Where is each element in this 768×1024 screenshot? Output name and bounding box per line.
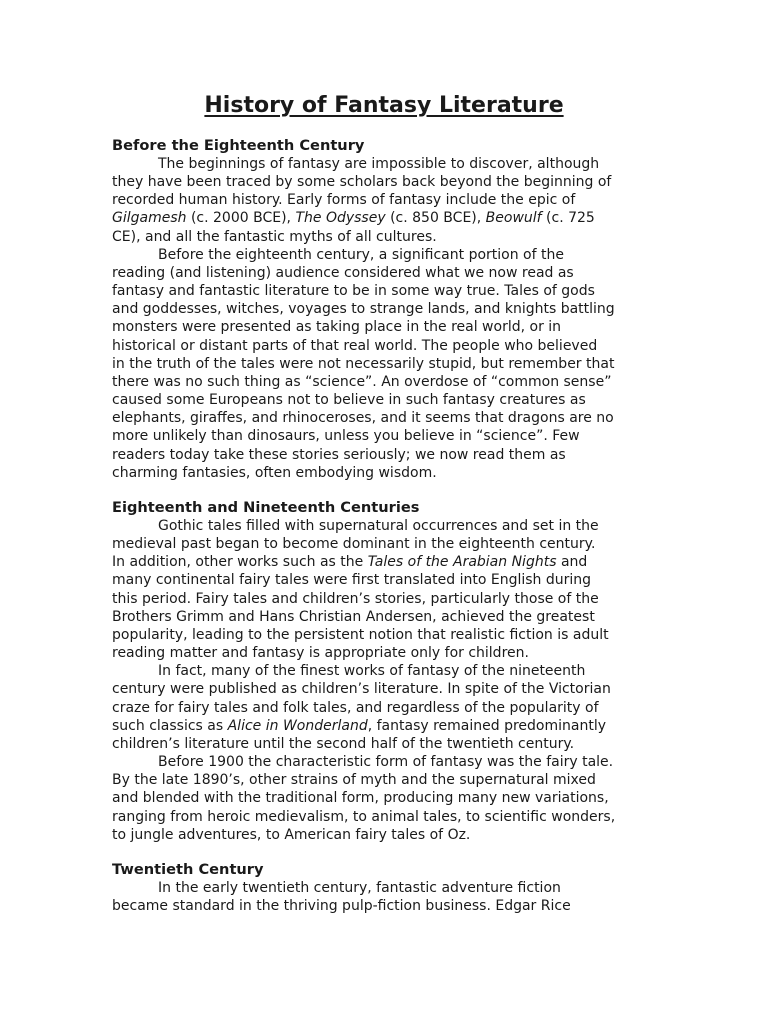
text-line: there was no such thing as “science”. An overdose of “common sense” <box>112 373 612 390</box>
paragraph <box>112 879 660 915</box>
paragraph <box>112 662 660 753</box>
section-eighteenth-nineteenth-centuries <box>112 499 660 844</box>
text-line: more unlikely than dinosaurs, unless you believe in “science”. Few <box>112 428 580 445</box>
italic-title: Alice in Wonderland <box>227 717 368 734</box>
text-line: in the truth of the tales were not necessarily stupid, but remember that <box>112 355 615 372</box>
text-line: fantasy and fantastic literature to be in some way true. Tales of gods <box>112 283 595 300</box>
text-run: (c. 2000 BCE), <box>186 210 296 227</box>
section-before-eighteenth-century <box>112 137 660 482</box>
text-line: readers today take these stories seriously; we now read them as <box>112 446 566 463</box>
text-line-mixed <box>112 717 660 735</box>
text-line: Brothers Grimm and Hans Christian Andersen, achieved the greatest <box>112 608 595 625</box>
text-run: (c. 850 BCE), <box>385 210 486 227</box>
document-title: History of Fantasy Literature <box>204 93 564 118</box>
text-line: Gothic tales filled with supernatural occurrences and set in the <box>158 518 599 534</box>
text-line: charming fantasies, often embodying wisdom. <box>112 464 437 481</box>
text-line: many continental fairy tales were first translated into English during <box>112 572 592 589</box>
italic-title: Beowulf <box>485 210 542 227</box>
text-line-mixed <box>112 553 660 571</box>
text-line: they have been traced by some scholars back beyond the beginning of <box>112 174 612 191</box>
text-line: Before 1900 the characteristic form of fantasy was the fairy tale. <box>158 754 614 771</box>
text-line: this period. Fairy tales and children’s stories, particularly those of the <box>112 590 599 607</box>
section-heading: Twentieth Century <box>112 861 264 878</box>
text-line: The beginnings of fantasy are impossible to discover, although <box>158 156 600 172</box>
text-line: popularity, leading to the persistent notion that realistic fiction is adult <box>112 626 609 643</box>
text-line: children’s literature until the second half of the twentieth century. <box>112 735 575 752</box>
text-line: to jungle adventures, to American fairy tales of Oz. <box>112 826 471 843</box>
text-line: ranging from heroic medievalism, to animal tales, to scientific wonders, <box>112 808 616 825</box>
section-heading: Eighteenth and Nineteenth Centuries <box>112 499 420 516</box>
text-run: such classics as <box>112 717 228 734</box>
text-line: and blended with the traditional form, producing many new variations, <box>112 790 609 807</box>
text-line: medieval past began to become dominant in the eighteenth century. <box>112 536 596 553</box>
text-line: CE), and all the fantastic myths of all cultures. <box>112 228 437 245</box>
section-twentieth-century <box>112 861 660 915</box>
section-heading: Before the Eighteenth Century <box>112 137 365 154</box>
italic-title: Tales of the Arabian Nights <box>367 554 557 571</box>
text-run: (c. 725 <box>541 210 595 227</box>
text-line: became standard in the thriving pulp-fiction business. Edgar Rice <box>112 898 571 915</box>
text-line: reading (and listening) audience considered what we now read as <box>112 264 574 281</box>
text-line: historical or distant parts of that real world. The people who believed <box>112 337 598 354</box>
text-line: monsters were presented as taking place in the real world, or in <box>112 319 562 336</box>
text-line: recorded human history. Early forms of fantasy include the epic of <box>112 192 576 209</box>
italic-title: The Odyssey <box>295 210 386 227</box>
paragraph <box>112 155 660 246</box>
text-line: In the early twentieth century, fantastic adventure fiction <box>158 880 561 896</box>
text-line: century were published as children’s literature. In spite of the Victorian <box>112 681 611 698</box>
text-line: elephants, giraffes, and rhinoceroses, and it seems that dragons are no <box>112 410 614 427</box>
text-line: and goddesses, witches, voyages to strange lands, and knights battling <box>112 301 615 318</box>
text-line: Before the eighteenth century, a significant portion of the <box>158 246 564 263</box>
text-line: In fact, many of the finest works of fantasy of the nineteenth <box>158 663 586 680</box>
text-line-mixed <box>112 209 660 227</box>
text-run: In addition, other works such as the <box>112 554 368 571</box>
text-run: and <box>556 554 588 571</box>
paragraph <box>112 753 660 844</box>
text-line: craze for fairy tales and folk tales, and regardless of the popularity of <box>112 699 599 716</box>
text-line: reading matter and fantasy is appropriate only for children. <box>112 645 529 662</box>
paragraph <box>112 246 660 482</box>
text-run: , fantasy remained predominantly <box>367 717 607 734</box>
text-line: caused some Europeans not to believe in such fantasy creatures as <box>112 392 586 409</box>
text-line: By the late 1890’s, other strains of myth and the supernatural mixed <box>112 772 596 789</box>
italic-title: Gilgamesh <box>112 210 187 227</box>
paragraph <box>112 517 660 662</box>
